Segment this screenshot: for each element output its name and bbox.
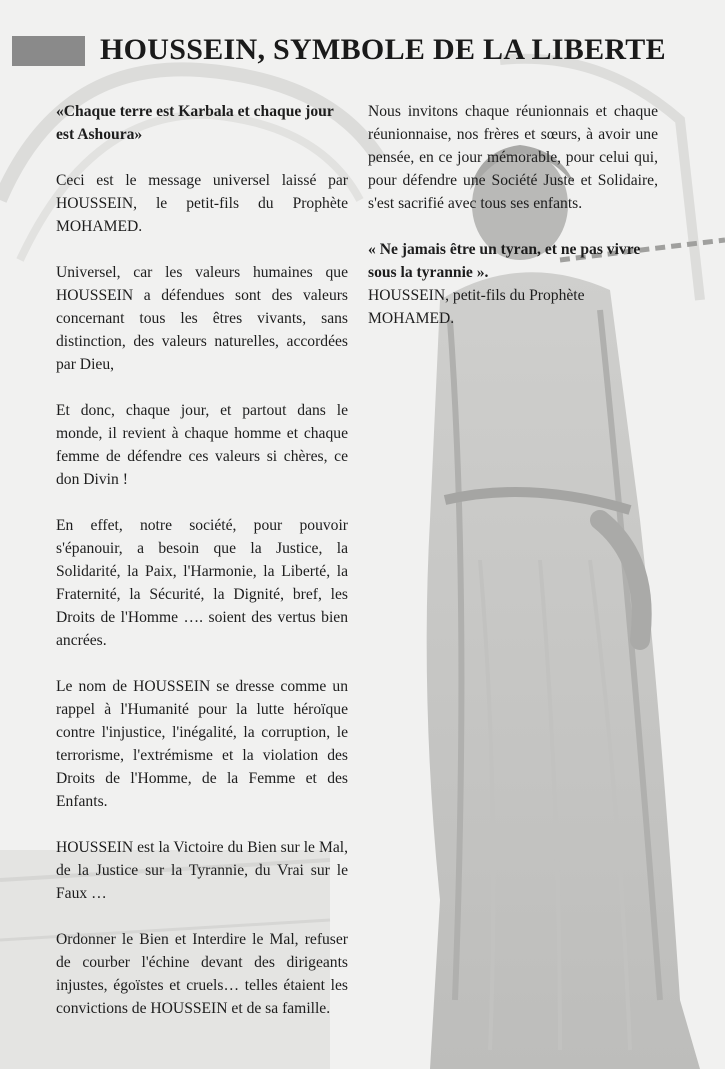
paragraph: HOUSSEIN est la Victoire du Bien sur le Mal, de la Justice sur la Tyrannie, du Vrai sur le Faux …: [56, 839, 348, 902]
quote-attribution: HOUSSEIN, petit-fils du Prophète MOHAMED.: [368, 287, 585, 327]
paragraph: Et donc, chaque jour, et partout dans le monde, il revient à chaque homme et chaque femme de défendre ces valeurs si chères, ce don Divin !: [56, 402, 348, 488]
title-accent-bar: [12, 36, 85, 66]
opening-quote: «Chaque terre est Karbala et chaque jour est Ashoura»: [56, 103, 334, 143]
paragraph: Nous invitons chaque réunionnais et chaque réunionnaise, nos frères et sœurs, à avoir une pensée, en ce jour mémorable, pour celui qui, pour défendre une Société Juste et Solidaire, s'est sacrifié avec tous ses enfants.: [368, 103, 658, 212]
paragraph: Ceci est le message universel laissé par HOUSSEIN, le petit-fils du Prophète MOHAMED.: [56, 172, 348, 235]
paragraph: Ordonner le Bien et Interdire le Mal, refuser de courber l'échine devant des dirigeants injustes, égoïstes et cruels… telles étaient les convictions de HOUSSEIN et de sa famille.: [56, 931, 348, 1017]
page-title: HOUSSEIN, SYMBOLE DE LA LIBERTE: [100, 33, 666, 66]
closing-quote: « Ne jamais être un tyran, et ne pas vivre sous la tyrannie ».: [368, 241, 641, 281]
paragraph: Universel, car les valeurs humaines que HOUSSEIN a défendues sont des valeurs concernant tous les êtres vivants, sans distinction, des valeurs naturelles, accordées par Dieu,: [56, 264, 348, 373]
paragraph: Le nom de HOUSSEIN se dresse comme un rappel à l'Humanité pour la lutte héroïque contre l'injustice, l'inégalité, la corruption, le terrorisme, l'extrémisme et la violation des Droits de l'Homme, de la Femme et des Enfants.: [56, 678, 348, 810]
left-column: [56, 100, 348, 1043]
paragraph: En effet, notre société, pour pouvoir s'épanouir, a besoin que la Justice, la Solidarité, la Paix, l'Harmonie, la Liberté, la Fraternité, la Sécurité, la Dignité, bref, les Droits de l'Homme …. soient des vertus bien ancrées.: [56, 517, 348, 649]
right-column: [368, 100, 658, 353]
